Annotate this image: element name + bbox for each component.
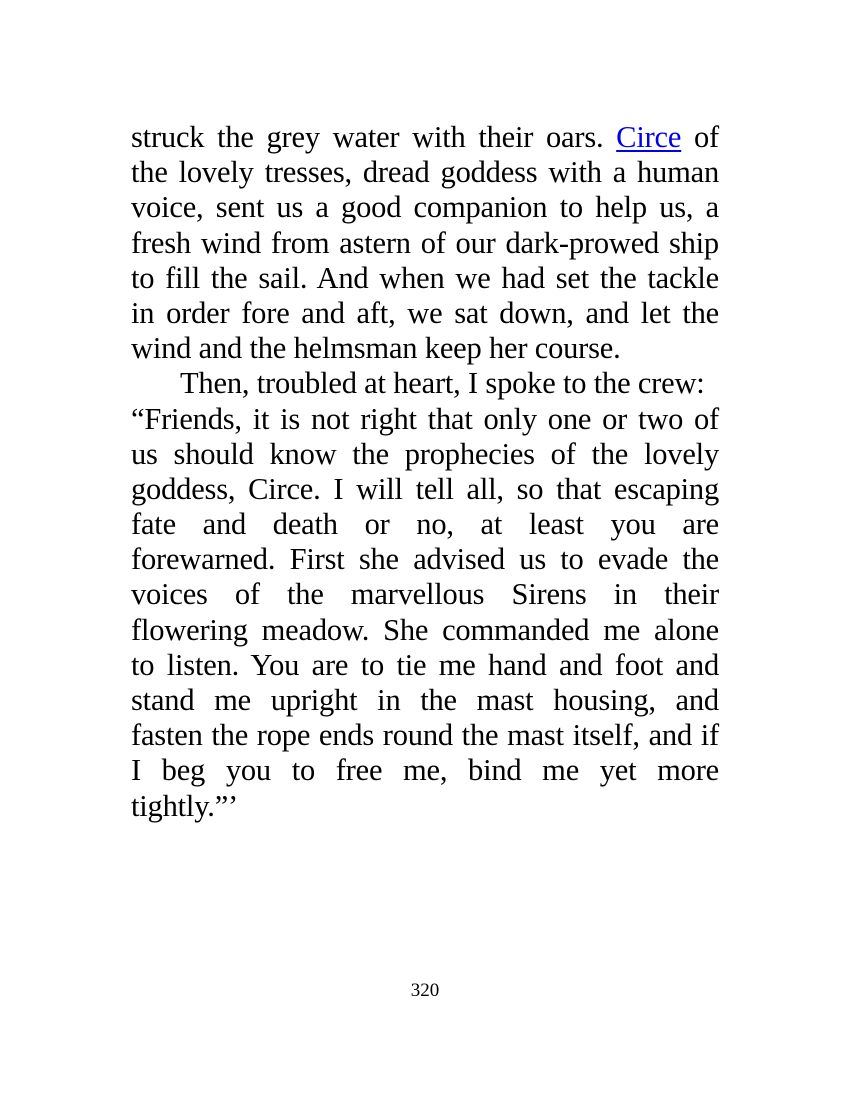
text-line: tightly.”’ [131, 788, 238, 823]
text-line: in order fore and aft, we sat down, and let the [131, 295, 719, 330]
text-line: stand me upright in the mast housing, and [131, 683, 719, 717]
text-line: voice, sent us a good companion to help us, a [131, 190, 719, 225]
text-line: flowering meadow. She commanded me alone [131, 612, 719, 647]
text-line: us should know the prophecies of the lovely [131, 436, 719, 471]
text-line: voices of the marvellous Sirens in their [131, 577, 719, 612]
text-segment: struck the grey water with their oars. [131, 120, 617, 154]
text-line: fasten the rope ends round the mast itself, and if [131, 718, 719, 753]
circe-link[interactable]: Circe [616, 120, 682, 154]
text-line: fate and death or no, at least you are [131, 507, 719, 542]
page-body [131, 120, 719, 824]
text-line: forewarned. First she advised us to evade the [131, 542, 719, 577]
text-line: the lovely tresses, dread goddess with a human [131, 155, 719, 190]
text-segment: of [681, 120, 719, 154]
text-line: fresh wind from astern of our dark-prowed ship [131, 225, 719, 260]
text-line: wind and the helmsman keep her course. [131, 331, 621, 366]
text-line: goddess, Circe. I will tell all, so that escaping [131, 471, 719, 506]
paragraph-1 [131, 120, 719, 366]
text-line: “Friends, it is not right that only one or two of [131, 401, 719, 436]
text-line [131, 120, 719, 155]
page-number: 320 [410, 980, 440, 1001]
text-line: to listen. You are to tie me hand and foot and [131, 647, 719, 682]
paragraph-2 [131, 366, 719, 823]
text-line: Then, troubled at heart, I spoke to the crew: [180, 366, 705, 401]
text-line: I beg you to free me, bind me yet more [131, 753, 719, 788]
text-line: to fill the sail. And when we had set the tackle [131, 260, 719, 295]
